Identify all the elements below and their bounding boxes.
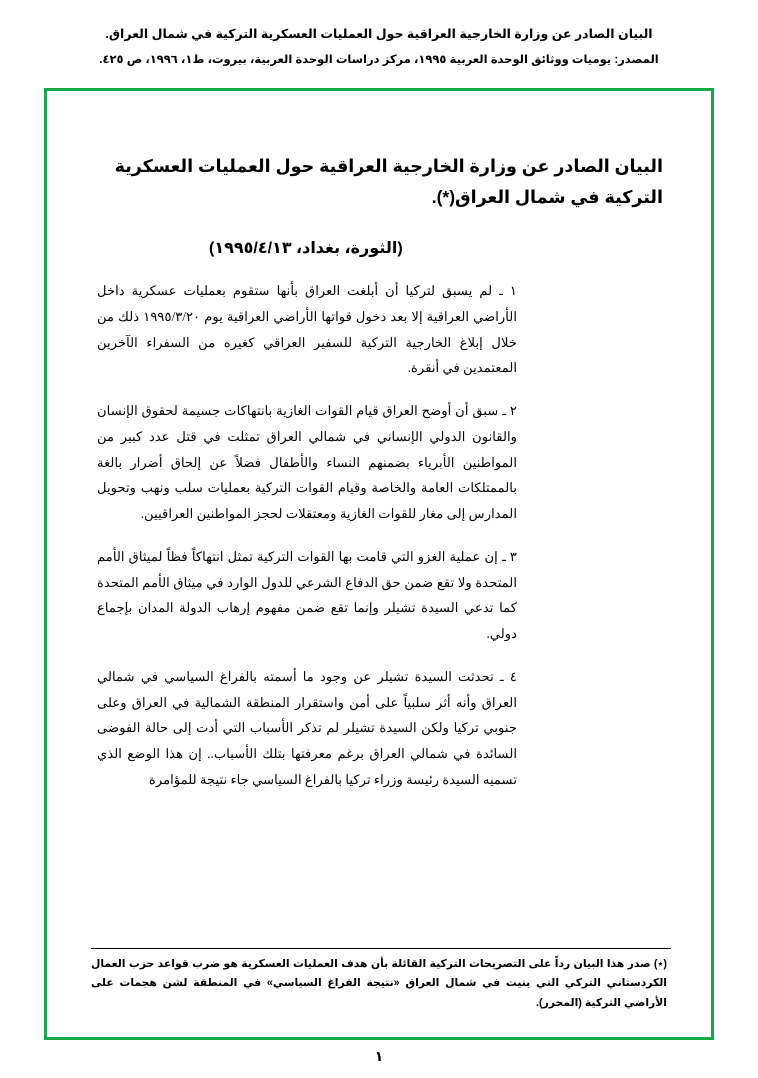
paragraph-1: ١ ـ لم يسبق لتركيا أن أبلغت العراق بأنها ستقوم بعمليات عسكرية داخل الأراضي العراقية إلا بعد دخول قواتها الأراضي العراقية يوم ١٩٩٥/٣/٢٠ ذلك من خلال إبلاغ الخارجية التركية للسفير العراقي كغيره من السفراء الآخرين المعتمدين في أنقرة. bbox=[97, 283, 517, 376]
document-body bbox=[91, 278, 667, 792]
paragraph-3: ٣ ـ إن عملية الغزو التي قامت بها القوات التركية تمثل انتهاكاً فظاً لميثاق الأمم المتحدة ولا تقع ضمن حق الدفاع الشرعي للدول الوارد في ميثاق الأمم المتحدة كما تدعي السيدة تشيلر وإنما تقع ضمن مفهوم إرهاب الدولة المدان بإجماع دولي. bbox=[97, 548, 517, 642]
paragraph-2: ٢ ـ سبق أن أوضح العراق قيام القوات الغازية بانتهاكات جسيمة لحقوق الإنسان والقانون الدولي الإنساني في شمالي العراق تمثلت في قتل عدد كبير من المواطنين الأبرياء بضمنهم النساء والأطفال فضلاً عن إلحاق أضرار بالغة بالممتلكات العامة والخاصة وقيام القوات التركية بعمليات سلب ونهب وتحويل المدارس إلى مغار للقوات الغازية ومعتقلات لحجز المواطنين العراقيين. bbox=[97, 403, 517, 522]
footnote-text: (٭) صدر هذا البيان رداً على التصريحات التركية القائلة بأن هدف العمليات العسكرية هو ضرب قواعد حزب العمال الكردستاني التركي التي بنيت في شمال العراق «نتيجة الفراغ السياسي» في المنطقة لشن هجمات على الأراضي التركية (المحرر). bbox=[91, 957, 667, 1009]
frame-content bbox=[47, 91, 711, 1037]
header-source: المصدر: يوميات ووثائق الوحدة العربية ١٩٩٥، مركز دراسات الوحدة العربية، بيروت، ط١، ١٩٩٦، ص ٤٢٥. bbox=[99, 53, 659, 66]
header-title: البيان الصادر عن وزارة الخارجية العراقية حول العمليات العسكرية التركية في شمال العراق. bbox=[105, 27, 653, 41]
document-byline: (الثورة، بغداد، ١٩٩٥/٤/١٣) bbox=[209, 240, 403, 258]
footnote-divider bbox=[91, 948, 671, 949]
document-title: البيان الصادر عن وزارة الخارجية العراقية حول العمليات العسكرية التركية في شمال العراق(*). bbox=[114, 156, 663, 207]
green-border-frame bbox=[44, 88, 714, 1040]
paragraph-4: ٤ ـ تحدثت السيدة تشيلر عن وجود ما أسمته بالفراغ السياسي في شمالي العراق وأنه أثر سلبياً على أمن واستقرار المنطقة الشمالية في العراق وعلى جنوبي تركيا ولكن السيدة تشيلر لم تذكر الأسباب التي أدت إلى حالة الفوضى السائدة في شمالي العراق برغم معرفتها بتلك الأسباب.. إن هذا الوضع الذي تسميه السيدة رئيسة وزراء تركيا بالفراغ السياسي جاء نتيجة للمؤامرة bbox=[97, 668, 517, 787]
page-header bbox=[0, 0, 758, 66]
page-number: ١ bbox=[374, 1048, 384, 1064]
